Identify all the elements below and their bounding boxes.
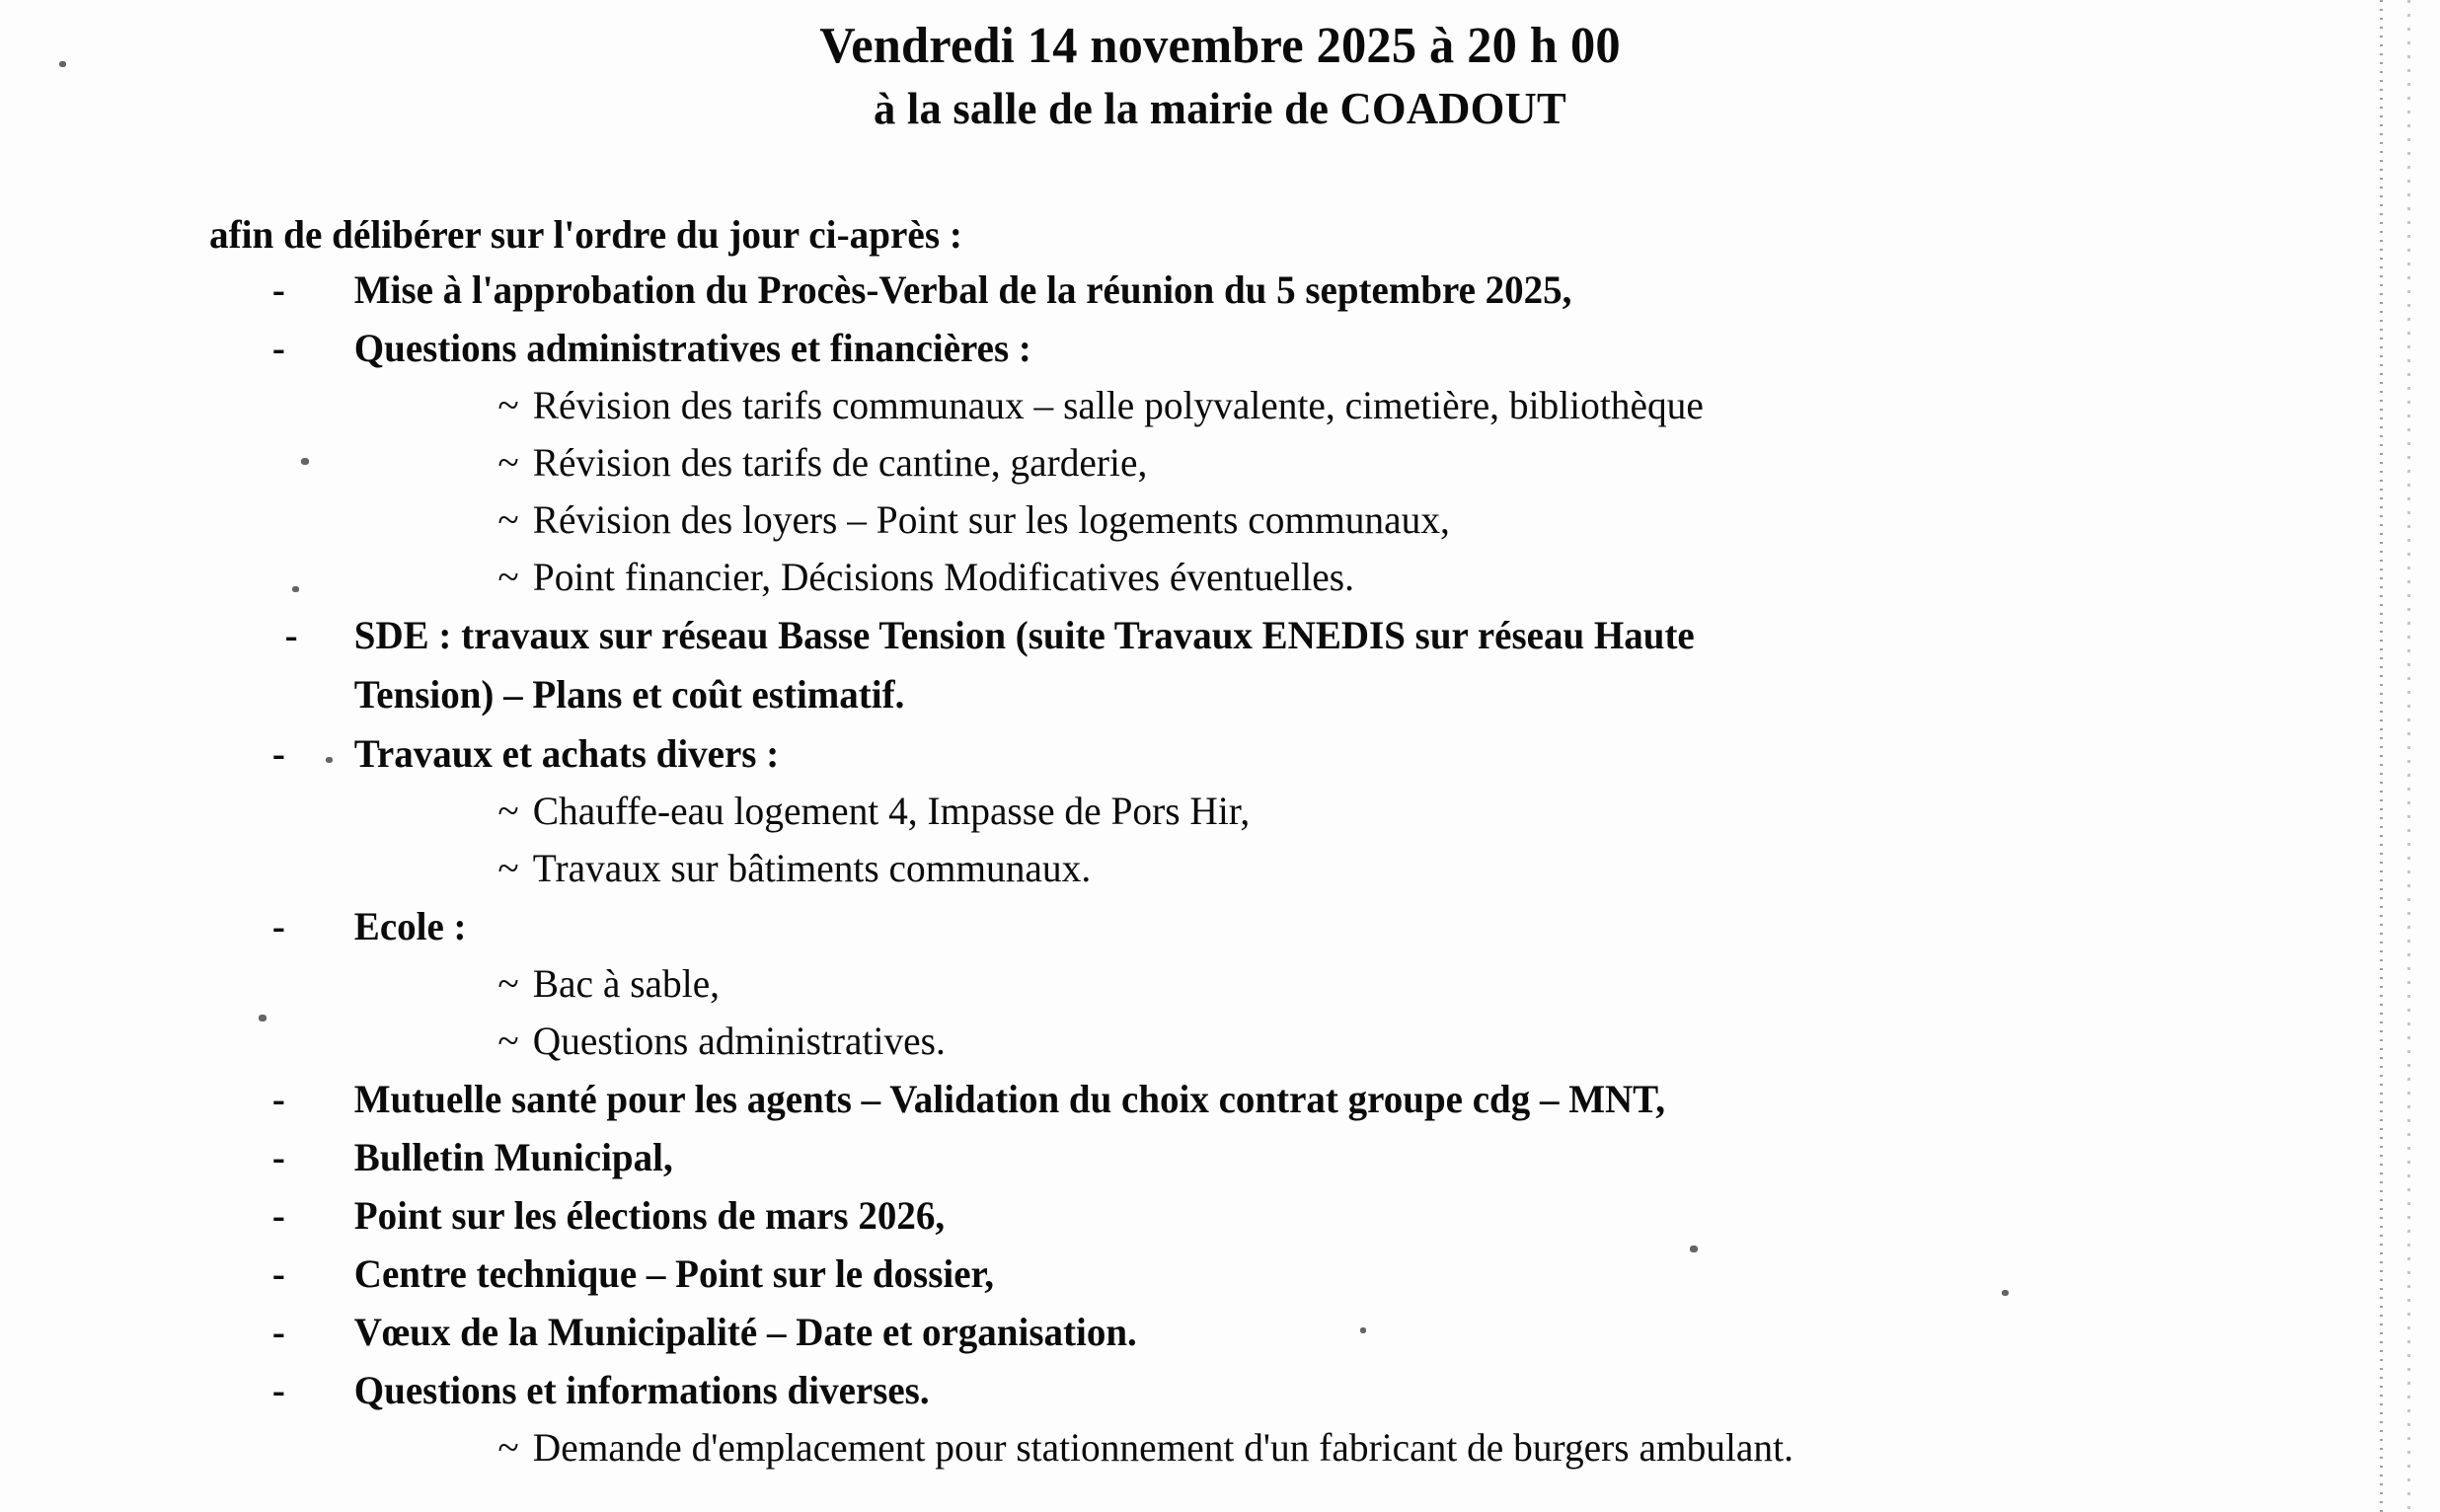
agenda-item-text: Vœux de la Municipalité – Date et organisation. [353, 1310, 1137, 1354]
agenda-item-text: Questions administratives et financières : [353, 326, 1031, 370]
agenda-subitem [0, 549, 2403, 606]
agenda-subitem-text: Révision des loyers – Point sur les logements communaux, [532, 497, 1450, 542]
agenda-item [0, 261, 2379, 319]
dash-marker: - [271, 1077, 285, 1121]
agenda-item [0, 897, 2379, 955]
agenda-item [0, 319, 2379, 377]
agenda-item-text-continued: Tension) – Plans et coût estimatif. [353, 672, 905, 717]
agenda-subitem [0, 434, 2403, 491]
agenda-subitem [0, 377, 2403, 434]
agenda-item-text: Mutuelle santé pour les agents – Validation du choix contrat groupe cdg – MNT, [353, 1077, 1666, 1121]
tilde-marker: ~ [497, 1425, 519, 1470]
dash-marker: - [271, 1193, 285, 1238]
agenda-subitem [0, 1013, 2403, 1070]
agenda-subitem [0, 783, 2403, 840]
dash-marker: - [271, 731, 285, 776]
agenda-subitem-text: Révision des tarifs de cantine, garderie, [532, 440, 1148, 485]
dash-marker: - [271, 1251, 285, 1296]
agenda-item [0, 1245, 2379, 1303]
agenda-item [0, 1361, 2379, 1419]
agenda-item [0, 724, 2379, 783]
tilde-marker: ~ [497, 846, 519, 890]
document-body [0, 209, 2440, 1476]
agenda-item-sde: - SDE : travaux sur réseau Basse Tension (suite Travaux ENEDIS sur réseau Haute Tension) – Plans et coût estimatif. [0, 606, 2440, 724]
dash-marker: - [271, 1368, 285, 1412]
agenda-item [0, 1070, 2379, 1128]
dash-marker: - [271, 267, 285, 312]
title-line-venue: à la salle de la mairie de COADOUT [874, 83, 1566, 133]
tilde-marker: ~ [497, 961, 519, 1006]
agenda-subitem-text: Point financier, Décisions Modificatives éventuelles. [532, 555, 1354, 599]
agenda-subitem-text: Révision des tarifs communaux – salle polyvalente, cimetière, bibliothèque [532, 383, 1704, 427]
agenda-item-text: Point sur les élections de mars 2026, [353, 1193, 946, 1238]
tilde-marker: ~ [497, 383, 519, 427]
agenda-item [0, 1186, 2379, 1245]
tilde-marker: ~ [497, 789, 519, 833]
agenda-item-text: Travaux et achats divers : [353, 731, 780, 776]
document-title [0, 14, 2440, 138]
agenda-item-text: Bulletin Municipal, [353, 1135, 673, 1179]
title-line-date: Vendredi 14 novembre 2025 à 20 h 00 [819, 18, 1621, 74]
agenda-subitem [0, 491, 2403, 549]
dash-marker: - [271, 326, 285, 370]
tilde-marker: ~ [497, 440, 519, 485]
agenda-intro: afin de délibérer sur l'ordre du jour ci-après : [209, 212, 962, 257]
agenda-item-text: Mise à l'approbation du Procès-Verbal de la réunion du 5 septembre 2025, [353, 267, 1572, 312]
agenda-subitem-text: Bac à sable, [532, 961, 721, 1006]
agenda-subitem-text: Chauffe-eau logement 4, Impasse de Pors Hir, [532, 789, 1251, 833]
agenda-item-text: Ecole : [353, 904, 467, 948]
tilde-marker: ~ [497, 497, 519, 542]
agenda-item-text: Centre technique – Point sur le dossier, [353, 1251, 995, 1296]
agenda-subitem-text: Questions administratives. [532, 1019, 946, 1063]
agenda-subitem [0, 840, 2403, 897]
agenda-item-text: SDE : travaux sur réseau Basse Tension (suite Travaux ENEDIS sur réseau Haute [353, 613, 1695, 657]
tilde-marker: ~ [497, 555, 519, 599]
agenda-item [0, 1128, 2379, 1186]
agenda-subitem-text: Travaux sur bâtiments communaux. [532, 846, 1092, 890]
dash-marker: - [271, 904, 285, 948]
agenda-item-text: Questions et informations diverses. [353, 1368, 930, 1412]
agenda-subitem [0, 1419, 2403, 1476]
tilde-marker: ~ [497, 1019, 519, 1063]
agenda-subitem-text: Demande d'emplacement pour stationnement d'un fabricant de burgers ambulant. [532, 1425, 1793, 1470]
agenda-subitem [0, 955, 2403, 1013]
agenda-list [0, 261, 2440, 1476]
agenda-item [0, 1303, 2379, 1361]
dash-marker: - [271, 1310, 285, 1354]
dash-marker: - [271, 1135, 285, 1179]
